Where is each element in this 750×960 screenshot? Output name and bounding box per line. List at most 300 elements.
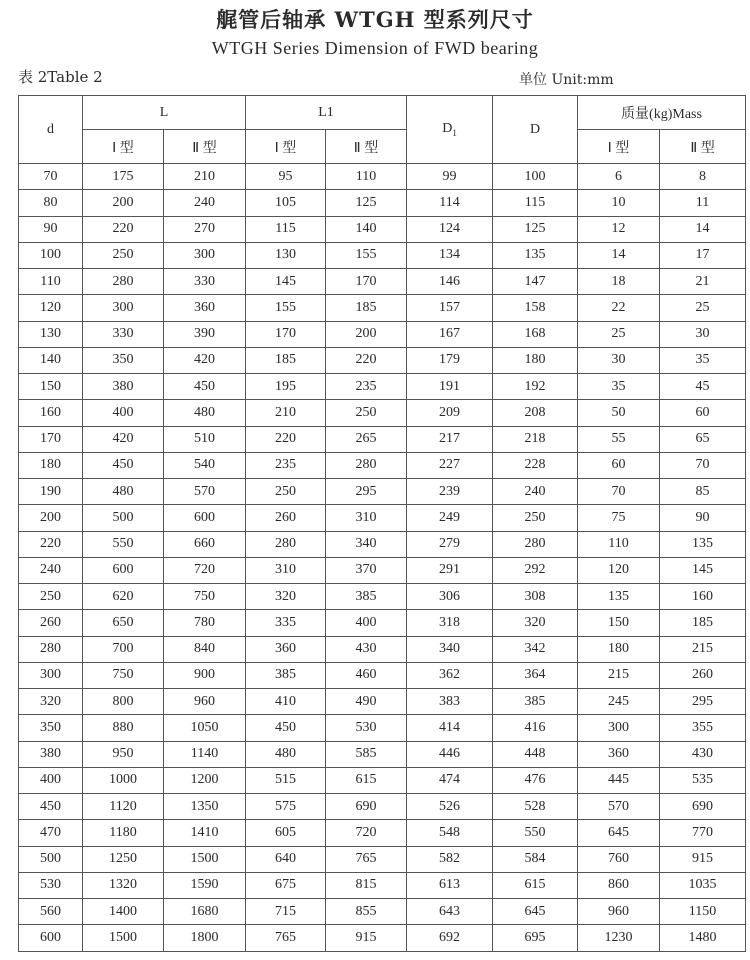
header-D1-main: D (442, 121, 453, 137)
table-row (19, 636, 746, 662)
cell-D: 115 (493, 190, 578, 216)
cell-L1-type2: 370 (326, 557, 407, 583)
cell-mass-type1: 25 (578, 321, 660, 347)
cell-L1-type1: 410 (246, 689, 326, 715)
cell-mass-type1: 570 (578, 794, 660, 820)
cell-L-type2: 390 (164, 321, 246, 347)
table-row (19, 925, 746, 951)
cell-mass-type1: 760 (578, 846, 660, 872)
cell-L1-type1: 195 (246, 374, 326, 400)
cell-L1-type1: 185 (246, 347, 326, 373)
cell-D1: 167 (407, 321, 493, 347)
cell-d: 190 (19, 479, 83, 505)
cell-L-type2: 1800 (164, 925, 246, 951)
cell-mass-type2: 60 (660, 400, 746, 426)
cell-mass-type1: 10 (578, 190, 660, 216)
cell-L-type2: 570 (164, 479, 246, 505)
cell-L-type1: 650 (83, 610, 164, 636)
cell-d: 320 (19, 689, 83, 715)
cell-D1: 217 (407, 426, 493, 452)
cell-mass-type2: 260 (660, 662, 746, 688)
cell-mass-type1: 75 (578, 505, 660, 531)
cell-mass-type2: 1480 (660, 925, 746, 951)
header-L1-type1: Ⅰ 型 (246, 130, 326, 164)
cell-L1-type1: 250 (246, 479, 326, 505)
cell-D1: 157 (407, 295, 493, 321)
table-row (19, 216, 746, 242)
cell-mass-type2: 85 (660, 479, 746, 505)
cell-L-type2: 720 (164, 557, 246, 583)
cell-L-type1: 800 (83, 689, 164, 715)
cell-D1: 548 (407, 820, 493, 846)
cell-L-type1: 1400 (83, 899, 164, 925)
cell-D: 135 (493, 242, 578, 268)
cell-L-type1: 550 (83, 531, 164, 557)
cell-D1: 446 (407, 741, 493, 767)
table-row (19, 400, 746, 426)
cell-d: 200 (19, 505, 83, 531)
table-row (19, 741, 746, 767)
cell-L1-type1: 335 (246, 610, 326, 636)
cell-L-type2: 750 (164, 584, 246, 610)
table-body (19, 164, 746, 952)
cell-mass-type1: 12 (578, 216, 660, 242)
cell-mass-type2: 915 (660, 846, 746, 872)
cell-L-type2: 780 (164, 610, 246, 636)
cell-mass-type2: 70 (660, 452, 746, 478)
cell-L-type2: 1140 (164, 741, 246, 767)
cell-L1-type2: 765 (326, 846, 407, 872)
cell-mass-type1: 135 (578, 584, 660, 610)
cell-L-type2: 300 (164, 242, 246, 268)
cell-D1: 249 (407, 505, 493, 531)
cell-L1-type2: 385 (326, 584, 407, 610)
table-row (19, 584, 746, 610)
cell-d: 530 (19, 872, 83, 898)
cell-d: 150 (19, 374, 83, 400)
cell-d: 90 (19, 216, 83, 242)
cell-L-type2: 1200 (164, 767, 246, 793)
cell-mass-type1: 60 (578, 452, 660, 478)
cell-mass-type2: 185 (660, 610, 746, 636)
cell-L1-type2: 340 (326, 531, 407, 557)
cell-D1: 306 (407, 584, 493, 610)
cell-mass-type2: 215 (660, 636, 746, 662)
cell-L1-type2: 720 (326, 820, 407, 846)
cell-L1-type2: 265 (326, 426, 407, 452)
cell-L1-type2: 125 (326, 190, 407, 216)
cell-D1: 279 (407, 531, 493, 557)
cell-L1-type2: 530 (326, 715, 407, 741)
page-title-en: WTGH Series Dimension of FWD bearing (211, 38, 539, 58)
cell-mass-type1: 120 (578, 557, 660, 583)
cell-L-type1: 330 (83, 321, 164, 347)
cell-mass-type1: 215 (578, 662, 660, 688)
cell-mass-type2: 145 (660, 557, 746, 583)
table-row (19, 505, 746, 531)
cell-L1-type2: 460 (326, 662, 407, 688)
cell-d: 70 (19, 164, 83, 190)
cell-L-type2: 960 (164, 689, 246, 715)
cell-D1: 114 (407, 190, 493, 216)
cell-L1-type1: 450 (246, 715, 326, 741)
cell-d: 130 (19, 321, 83, 347)
cell-L1-type1: 220 (246, 426, 326, 452)
table-row (19, 715, 746, 741)
cell-L1-type1: 480 (246, 741, 326, 767)
header-mass: 质量(kg)Mass (578, 96, 746, 130)
cell-mass-type1: 360 (578, 741, 660, 767)
cell-mass-type1: 1230 (578, 925, 660, 951)
cell-mass-type2: 90 (660, 505, 746, 531)
cell-mass-type1: 30 (578, 347, 660, 373)
cell-D: 528 (493, 794, 578, 820)
dimension-table (18, 95, 746, 952)
cell-L-type1: 250 (83, 242, 164, 268)
cell-D1: 227 (407, 452, 493, 478)
cell-L1-type2: 310 (326, 505, 407, 531)
cell-L1-type1: 385 (246, 662, 326, 688)
cell-mass-type1: 14 (578, 242, 660, 268)
table-label: 表 2Table 2 (18, 68, 103, 86)
cell-L-type2: 1590 (164, 872, 246, 898)
cell-mass-type2: 535 (660, 767, 746, 793)
cell-mass-type2: 25 (660, 295, 746, 321)
cell-d: 600 (19, 925, 83, 951)
cell-mass-type1: 35 (578, 374, 660, 400)
cell-D1: 383 (407, 689, 493, 715)
cell-D: 168 (493, 321, 578, 347)
cell-d: 100 (19, 242, 83, 268)
cell-d: 450 (19, 794, 83, 820)
cell-d: 300 (19, 662, 83, 688)
cell-D: 250 (493, 505, 578, 531)
table-row (19, 557, 746, 583)
cell-mass-type2: 65 (660, 426, 746, 452)
cell-d: 220 (19, 531, 83, 557)
cell-mass-type2: 1150 (660, 899, 746, 925)
cell-d: 280 (19, 636, 83, 662)
table-row (19, 479, 746, 505)
cell-mass-type2: 35 (660, 347, 746, 373)
cell-L1-type2: 855 (326, 899, 407, 925)
cell-mass-type1: 70 (578, 479, 660, 505)
cell-L-type2: 900 (164, 662, 246, 688)
cell-L-type2: 240 (164, 190, 246, 216)
cell-L-type2: 330 (164, 269, 246, 295)
table-row (19, 321, 746, 347)
cell-L1-type2: 815 (326, 872, 407, 898)
cell-L1-type2: 140 (326, 216, 407, 242)
cell-D: 228 (493, 452, 578, 478)
cell-D: 645 (493, 899, 578, 925)
cell-d: 260 (19, 610, 83, 636)
cell-D: 100 (493, 164, 578, 190)
cell-L1-type1: 575 (246, 794, 326, 820)
cell-L-type2: 1350 (164, 794, 246, 820)
cell-mass-type1: 300 (578, 715, 660, 741)
cell-D1: 362 (407, 662, 493, 688)
cell-d: 160 (19, 400, 83, 426)
cell-L-type1: 1000 (83, 767, 164, 793)
table-row (19, 531, 746, 557)
cell-L-type1: 220 (83, 216, 164, 242)
cell-D: 192 (493, 374, 578, 400)
table-row (19, 767, 746, 793)
header-D: D (493, 96, 578, 164)
cell-mass-type1: 180 (578, 636, 660, 662)
cell-L1-type1: 235 (246, 452, 326, 478)
cell-D1: 99 (407, 164, 493, 190)
cell-D1: 613 (407, 872, 493, 898)
cell-D1: 239 (407, 479, 493, 505)
cell-D1: 291 (407, 557, 493, 583)
table-row (19, 794, 746, 820)
table-row (19, 846, 746, 872)
cell-L1-type1: 360 (246, 636, 326, 662)
cell-L1-type1: 675 (246, 872, 326, 898)
cell-L1-type1: 95 (246, 164, 326, 190)
header-mass-type2: Ⅱ 型 (660, 130, 746, 164)
cell-mass-type1: 445 (578, 767, 660, 793)
cell-L1-type1: 130 (246, 242, 326, 268)
cell-D: 615 (493, 872, 578, 898)
cell-D: 218 (493, 426, 578, 452)
cell-mass-type1: 18 (578, 269, 660, 295)
header-L-type2: Ⅱ 型 (164, 130, 246, 164)
header-D1 (407, 96, 493, 164)
cell-L1-type2: 110 (326, 164, 407, 190)
cell-L-type1: 450 (83, 452, 164, 478)
cell-D: 476 (493, 767, 578, 793)
cell-L-type1: 350 (83, 347, 164, 373)
cell-L-type2: 1500 (164, 846, 246, 872)
cell-L1-type2: 235 (326, 374, 407, 400)
cell-L-type2: 1410 (164, 820, 246, 846)
cell-mass-type1: 960 (578, 899, 660, 925)
cell-L-type1: 500 (83, 505, 164, 531)
cell-L-type2: 600 (164, 505, 246, 531)
cell-mass-type2: 770 (660, 820, 746, 846)
cell-L1-type2: 915 (326, 925, 407, 951)
cell-d: 470 (19, 820, 83, 846)
table-row (19, 662, 746, 688)
cell-L-type2: 540 (164, 452, 246, 478)
cell-L-type1: 620 (83, 584, 164, 610)
header-D1-subscript: 1 (452, 127, 457, 138)
cell-L1-type2: 295 (326, 479, 407, 505)
cell-L-type1: 380 (83, 374, 164, 400)
cell-D1: 191 (407, 374, 493, 400)
cell-L-type2: 270 (164, 216, 246, 242)
cell-L-type1: 1120 (83, 794, 164, 820)
table-row (19, 269, 746, 295)
cell-mass-type1: 22 (578, 295, 660, 321)
cell-L1-type1: 145 (246, 269, 326, 295)
cell-L-type1: 175 (83, 164, 164, 190)
cell-L1-type2: 185 (326, 295, 407, 321)
cell-D1: 474 (407, 767, 493, 793)
cell-L-type1: 700 (83, 636, 164, 662)
header-L: L (83, 96, 246, 130)
cell-L-type2: 840 (164, 636, 246, 662)
cell-d: 240 (19, 557, 83, 583)
cell-d: 120 (19, 295, 83, 321)
cell-D: 208 (493, 400, 578, 426)
cell-L-type2: 450 (164, 374, 246, 400)
cell-L1-type2: 220 (326, 347, 407, 373)
cell-d: 180 (19, 452, 83, 478)
cell-D: 125 (493, 216, 578, 242)
cell-mass-type2: 135 (660, 531, 746, 557)
cell-d: 250 (19, 584, 83, 610)
cell-D: 280 (493, 531, 578, 557)
cell-mass-type2: 8 (660, 164, 746, 190)
cell-L1-type2: 250 (326, 400, 407, 426)
cell-mass-type2: 11 (660, 190, 746, 216)
cell-D: 342 (493, 636, 578, 662)
cell-L-type1: 200 (83, 190, 164, 216)
table-row (19, 295, 746, 321)
cell-D: 308 (493, 584, 578, 610)
cell-L1-type2: 400 (326, 610, 407, 636)
cell-D: 158 (493, 295, 578, 321)
cell-L-type2: 1050 (164, 715, 246, 741)
cell-L1-type1: 170 (246, 321, 326, 347)
cell-D: 240 (493, 479, 578, 505)
cell-L1-type2: 615 (326, 767, 407, 793)
cell-d: 80 (19, 190, 83, 216)
cell-mass-type1: 645 (578, 820, 660, 846)
cell-L-type1: 1180 (83, 820, 164, 846)
cell-L-type1: 1250 (83, 846, 164, 872)
cell-L1-type2: 490 (326, 689, 407, 715)
table-row (19, 820, 746, 846)
cell-L-type1: 480 (83, 479, 164, 505)
cell-L1-type1: 210 (246, 400, 326, 426)
cell-L-type1: 400 (83, 400, 164, 426)
table-row (19, 242, 746, 268)
cell-mass-type2: 160 (660, 584, 746, 610)
cell-L1-type1: 715 (246, 899, 326, 925)
cell-D1: 340 (407, 636, 493, 662)
cell-d: 140 (19, 347, 83, 373)
cell-L1-type2: 155 (326, 242, 407, 268)
cell-L1-type1: 320 (246, 584, 326, 610)
cell-mass-type1: 245 (578, 689, 660, 715)
cell-L1-type2: 170 (326, 269, 407, 295)
cell-mass-type1: 150 (578, 610, 660, 636)
table-row (19, 452, 746, 478)
cell-d: 350 (19, 715, 83, 741)
cell-L-type1: 1320 (83, 872, 164, 898)
cell-d: 560 (19, 899, 83, 925)
cell-L1-type1: 115 (246, 216, 326, 242)
cell-D: 364 (493, 662, 578, 688)
cell-L1-type1: 605 (246, 820, 326, 846)
cell-mass-type2: 430 (660, 741, 746, 767)
cell-L-type1: 1500 (83, 925, 164, 951)
cell-L-type1: 280 (83, 269, 164, 295)
cell-L1-type1: 515 (246, 767, 326, 793)
cell-d: 500 (19, 846, 83, 872)
cell-L1-type1: 765 (246, 925, 326, 951)
cell-L-type1: 950 (83, 741, 164, 767)
cell-L1-type1: 280 (246, 531, 326, 557)
cell-d: 380 (19, 741, 83, 767)
table-row (19, 190, 746, 216)
cell-mass-type2: 45 (660, 374, 746, 400)
cell-mass-type2: 21 (660, 269, 746, 295)
cell-mass-type2: 17 (660, 242, 746, 268)
cell-L-type1: 750 (83, 662, 164, 688)
cell-L1-type2: 690 (326, 794, 407, 820)
cell-D: 584 (493, 846, 578, 872)
table-row (19, 689, 746, 715)
cell-L-type2: 210 (164, 164, 246, 190)
cell-L-type2: 1680 (164, 899, 246, 925)
header-L1-type2: Ⅱ 型 (326, 130, 407, 164)
cell-d: 170 (19, 426, 83, 452)
cell-D: 180 (493, 347, 578, 373)
cell-D1: 209 (407, 400, 493, 426)
table-row (19, 610, 746, 636)
cell-D1: 179 (407, 347, 493, 373)
cell-D1: 643 (407, 899, 493, 925)
cell-D1: 146 (407, 269, 493, 295)
cell-mass-type2: 355 (660, 715, 746, 741)
cell-D: 147 (493, 269, 578, 295)
cell-D: 550 (493, 820, 578, 846)
cell-L-type2: 420 (164, 347, 246, 373)
cell-mass-type2: 1035 (660, 872, 746, 898)
cell-L-type2: 360 (164, 295, 246, 321)
cell-mass-type1: 6 (578, 164, 660, 190)
cell-L-type1: 420 (83, 426, 164, 452)
cell-D: 292 (493, 557, 578, 583)
header-L1: L1 (246, 96, 407, 130)
cell-D1: 318 (407, 610, 493, 636)
cell-d: 400 (19, 767, 83, 793)
cell-L-type1: 880 (83, 715, 164, 741)
cell-L1-type2: 430 (326, 636, 407, 662)
cell-mass-type1: 110 (578, 531, 660, 557)
cell-L1-type2: 585 (326, 741, 407, 767)
table-row (19, 164, 746, 190)
cell-mass-type1: 55 (578, 426, 660, 452)
cell-mass-type2: 295 (660, 689, 746, 715)
cell-mass-type2: 30 (660, 321, 746, 347)
header-d: d (19, 96, 83, 164)
cell-L-type2: 510 (164, 426, 246, 452)
cell-mass-type1: 50 (578, 400, 660, 426)
cell-D1: 134 (407, 242, 493, 268)
cell-mass-type2: 14 (660, 216, 746, 242)
cell-L-type2: 660 (164, 531, 246, 557)
cell-D: 416 (493, 715, 578, 741)
unit-label: 单位 Unit:mm (519, 72, 614, 88)
cell-mass-type1: 860 (578, 872, 660, 898)
cell-D: 320 (493, 610, 578, 636)
cell-L1-type1: 105 (246, 190, 326, 216)
header-L-type1: Ⅰ 型 (83, 130, 164, 164)
cell-D: 448 (493, 741, 578, 767)
table-row (19, 347, 746, 373)
cell-L1-type1: 260 (246, 505, 326, 531)
cell-L1-type1: 155 (246, 295, 326, 321)
cell-mass-type2: 690 (660, 794, 746, 820)
table-row (19, 872, 746, 898)
